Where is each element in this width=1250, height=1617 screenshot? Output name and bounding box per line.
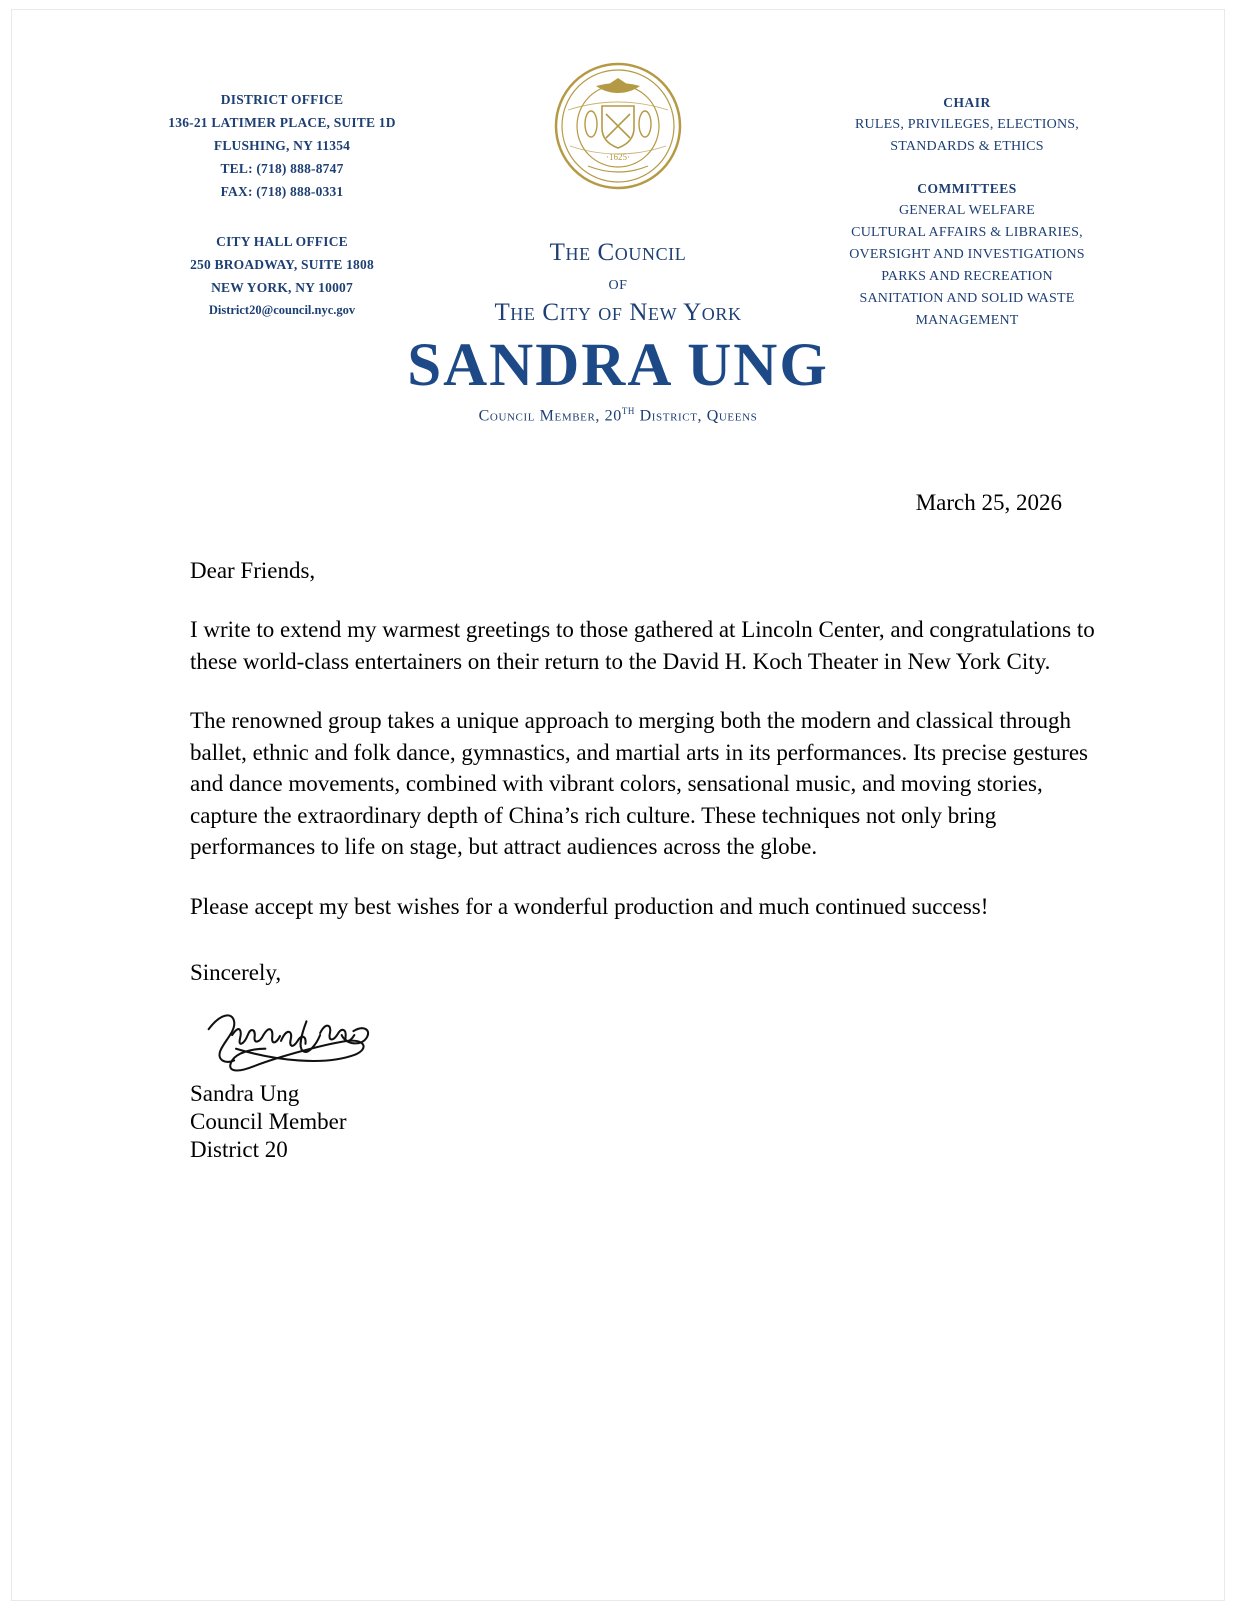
city-hall-office-line1: 250 BROADWAY, SUITE 1808 xyxy=(190,257,374,272)
member-subtitle-ordinal: th xyxy=(621,402,636,417)
signer-title: Council Member xyxy=(190,1109,347,1134)
district-office-line1: 136-21 LATIMER PLACE, SUITE 1D xyxy=(168,115,396,130)
letter-page xyxy=(12,10,1224,1600)
committee-item: SANITATION AND SOLID WASTE xyxy=(859,291,1075,306)
letter-paragraph: The renowned group takes a unique approach to merging both the modern and classical through ballet, ethnic and folk dance, gymnastics, and martial arts in its performances. Its precise gestures and dance movements, combined with vibrant colors, sensational music, and moving stories, capture the extraordinary depth of China’s rich culture. These techniques not only bring performances to life on stage, but attract audiences across the globe. xyxy=(190,708,1088,859)
chair-line2: STANDARDS & ETHICS xyxy=(890,139,1044,154)
letterhead-title-block xyxy=(12,238,1224,425)
district-office-fax: FAX: (718) 888-0331 xyxy=(220,184,344,199)
committee-item: MANAGEMENT xyxy=(915,313,1019,328)
signature-image xyxy=(196,992,1104,1080)
member-name: SANDRA UNG xyxy=(407,332,829,399)
city-hall-office-heading: CITY HALL OFFICE xyxy=(216,234,348,249)
svg-text:·1625·: ·1625· xyxy=(606,152,630,162)
letter-body xyxy=(190,490,1104,1164)
committee-item: GENERAL WELFARE xyxy=(898,203,1036,218)
member-subtitle xyxy=(12,402,1224,425)
district-office-line2: FLUSHING, NY 11354 xyxy=(213,138,351,153)
nyc-council-seal-icon xyxy=(554,62,682,190)
letter-closing: Sincerely, xyxy=(190,960,282,985)
committee-item: OVERSIGHT AND INVESTIGATIONS xyxy=(849,247,1085,262)
letter-paragraph: Please accept my best wishes for a wonderful production and much continued success! xyxy=(190,893,989,919)
signer-name: Sandra Ung xyxy=(190,1081,300,1106)
city-hall-office-line2: NEW YORK, NY 10007 xyxy=(211,280,353,295)
chair-line1: RULES, PRIVILEGES, ELECTIONS, xyxy=(855,117,1079,132)
of-line: of xyxy=(608,272,628,294)
district-office-heading: DISTRICT OFFICE xyxy=(220,92,344,107)
member-subtitle-post: District, Queens xyxy=(635,407,758,425)
letter-paragraph: I write to extend my warmest greetings to those gathered at Lincoln Center, and congratulations to these world-class entertainers on their return to the David H. Koch Theater in New York City. xyxy=(190,617,1095,674)
committee-item: CULTURAL AFFAIRS & LIBRARIES, xyxy=(851,225,1083,240)
letter-salutation: Dear Friends, xyxy=(190,558,316,583)
letterhead xyxy=(12,10,1224,425)
contact-email-link[interactable]: District20@council.nyc.gov xyxy=(208,303,356,317)
committees-heading: COMMITTEES xyxy=(917,181,1017,196)
district-office-phone: TEL: (718) 888-8747 xyxy=(220,161,344,176)
committee-item: PARKS AND RECREATION xyxy=(881,269,1053,284)
signer-district: District 20 xyxy=(190,1137,288,1162)
chair-heading: CHAIR xyxy=(943,95,991,110)
city-line: The City of New York xyxy=(494,299,742,326)
council-line: The Council xyxy=(549,239,687,266)
letter-date: March 25, 2026 xyxy=(915,490,1062,515)
member-subtitle-pre: Council Member, 20 xyxy=(478,407,622,425)
